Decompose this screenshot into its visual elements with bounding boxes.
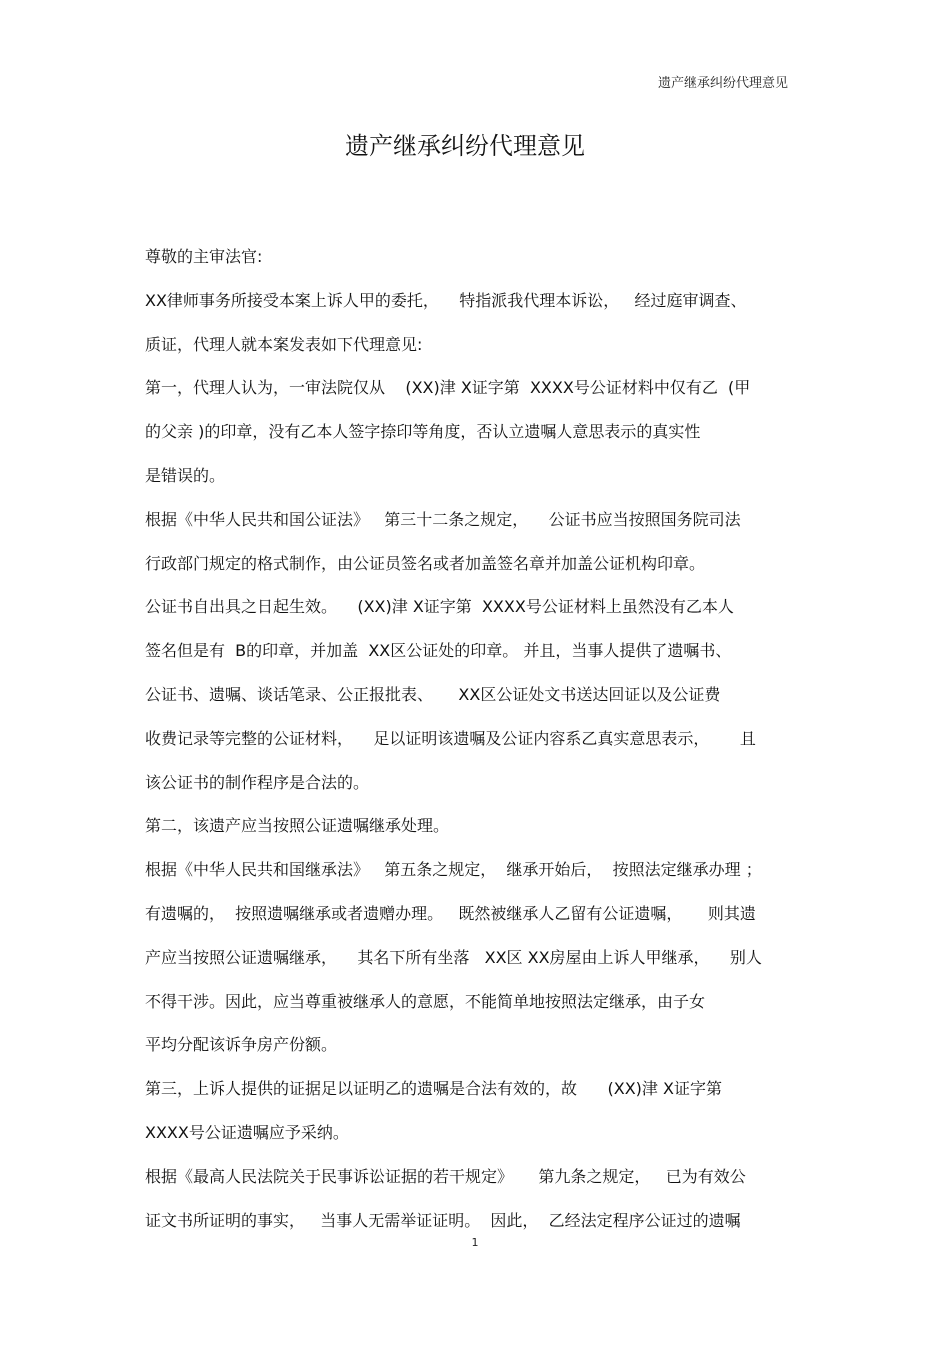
body-line: 有遗嘱的， 按照遗嘱继承或者遗赠办理。 既然被继承人乙留有公证遗嘱， 则其遗 (145, 903, 756, 923)
body-line: 公证书自出具之日起生效。 (XX)津 X证字第 XXXX号公证材料上虽然没有乙本人 (145, 597, 734, 617)
body-line: 平均分配该诉争房产份额。 (145, 1035, 338, 1055)
body-line: 公证书、遗嘱、谈话笔录、公正报批表、 XX区公证处文书送达回证以及公证费 (145, 684, 721, 704)
body-line: 是错误的。 (145, 465, 226, 485)
body-line: 证文书所证明的事实， 当事人无需举证证明。 因此， 乙经法定程序公证过的遗嘱 (145, 1210, 741, 1230)
body-line: 产应当按照公证遗嘱继承， 其名下所有坐落 XX区 XX房屋由上诉人甲继承， 别人 (145, 947, 762, 967)
body-line: 第二，该遗产应当按照公证遗嘱继承处理。 (145, 816, 450, 836)
body-line: XXXX号公证遗嘱应予采纳。 (145, 1122, 349, 1142)
running-header: 遗产继承纠纷代理意见 (657, 76, 788, 91)
document-title: 遗产继承纠纷代理意见 (345, 132, 585, 160)
body-line: XX律师事务所接受本案上诉人甲的委托， 特指派我代理本诉讼， 经过庭审调查、 (145, 290, 747, 310)
document-body (145, 241, 815, 1248)
body-line: 行政部门规定的格式制作，由公证员签名或者加盖签名章并加盖公证机构印章。 (145, 553, 706, 573)
body-line: 不得干涉。因此，应当尊重被继承人的意愿，不能简单地按照法定继承，由子女 (145, 991, 706, 1011)
body-line: 质证，代理人就本案发表如下代理意见: (145, 334, 423, 354)
body-line: 根据《中华人民共和国公证法》 第三十二条之规定， 公证书应当按照国务院司法 (145, 509, 741, 529)
body-line: 的父亲 )的印章，没有乙本人签字捺印等角度，否认立遗嘱人意思表示的真实性 (145, 422, 701, 442)
body-line: 第三，上诉人提供的证据足以证明乙的遗嘱是合法有效的，故 (XX)津 X证字第 (145, 1079, 722, 1099)
page-number: 1 (471, 1236, 479, 1249)
body-line: 第一，代理人认为，一审法院仅从 (XX)津 X证字第 XXXX号公证材料中仅有乙 (甲 (145, 378, 751, 398)
body-line: 根据《最高人民法院关于民事诉讼证据的若干规定》 第九条之规定， 已为有效公 (145, 1166, 746, 1186)
body-line: 收费记录等完整的公证材料， 足以证明该遗嘱及公证内容系乙真实意思表示， 且 (145, 728, 756, 748)
body-line: 该公证书的制作程序是合法的。 (145, 772, 370, 792)
salutation-line: 尊敬的主审法官: (145, 247, 263, 266)
body-line: 根据《中华人民共和国继承法》 第五条之规定， 继承开始后， 按照法定继承办理 ； (145, 860, 762, 880)
body-line: 签名但是有 B的印章，并加盖 XX区公证处的印章。 并且，当事人提供了遗嘱书、 (145, 641, 732, 661)
